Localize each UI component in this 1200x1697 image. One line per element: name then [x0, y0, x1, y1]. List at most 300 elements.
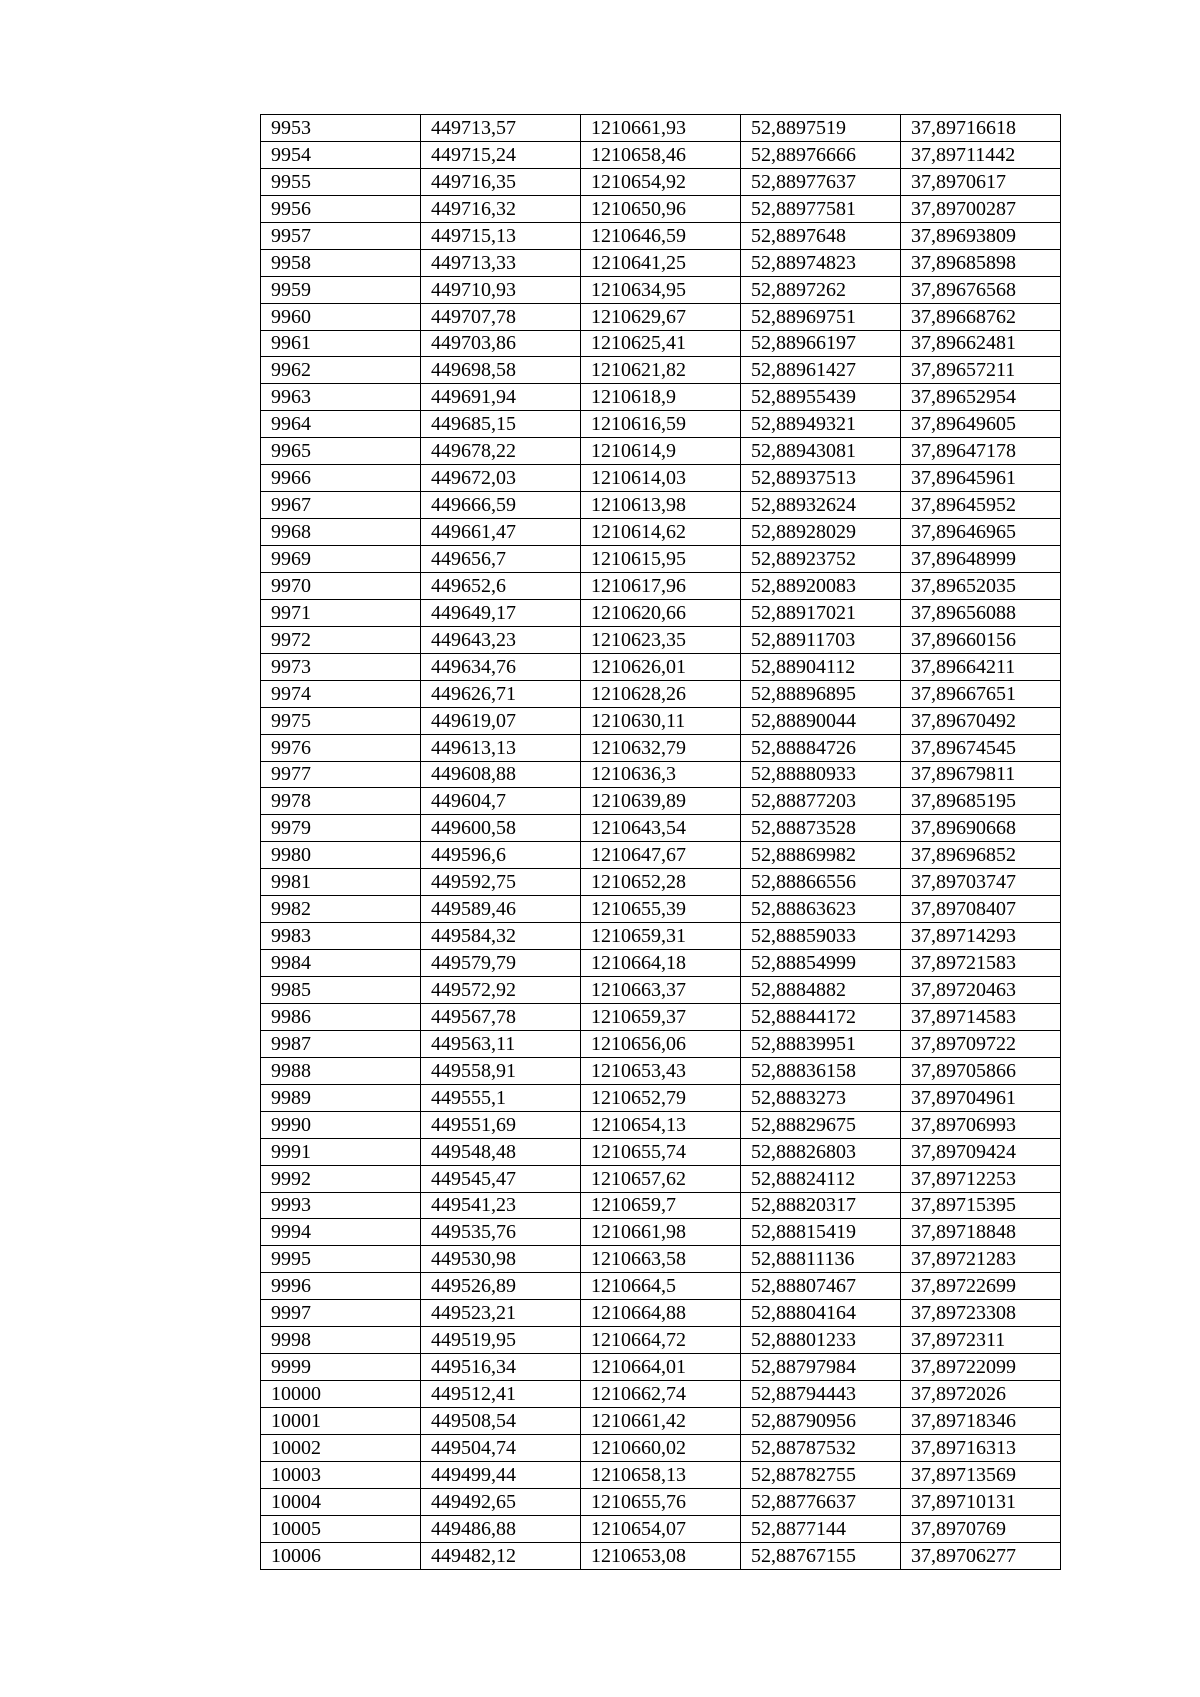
latitude-cell: 52,88890044 [741, 707, 901, 734]
y-coordinate-cell: 1210655,76 [581, 1488, 741, 1515]
latitude-cell: 52,88873528 [741, 815, 901, 842]
latitude-cell: 52,88943081 [741, 438, 901, 465]
table-row [261, 1408, 1061, 1435]
point-number-cell: 9989 [261, 1084, 421, 1111]
point-number-cell: 9990 [261, 1111, 421, 1138]
longitude-cell: 37,89670492 [901, 707, 1061, 734]
x-coordinate-cell: 449558,91 [421, 1057, 581, 1084]
x-coordinate-cell: 449710,93 [421, 276, 581, 303]
table-row [261, 680, 1061, 707]
latitude-cell: 52,88811136 [741, 1246, 901, 1273]
y-coordinate-cell: 1210614,9 [581, 438, 741, 465]
latitude-cell: 52,88804164 [741, 1300, 901, 1327]
longitude-cell: 37,89721283 [901, 1246, 1061, 1273]
latitude-cell: 52,88961427 [741, 357, 901, 384]
longitude-cell: 37,89718848 [901, 1219, 1061, 1246]
latitude-cell: 52,88767155 [741, 1542, 901, 1569]
longitude-cell: 37,89713569 [901, 1461, 1061, 1488]
longitude-cell: 37,8970617 [901, 168, 1061, 195]
point-number-cell: 9959 [261, 276, 421, 303]
point-number-cell: 9995 [261, 1246, 421, 1273]
longitude-cell: 37,89705866 [901, 1057, 1061, 1084]
latitude-cell: 52,88790956 [741, 1408, 901, 1435]
table-row [261, 950, 1061, 977]
latitude-cell: 52,88977581 [741, 195, 901, 222]
x-coordinate-cell: 449530,98 [421, 1246, 581, 1273]
point-number-cell: 9992 [261, 1165, 421, 1192]
x-coordinate-cell: 449579,79 [421, 950, 581, 977]
y-coordinate-cell: 1210655,74 [581, 1138, 741, 1165]
point-number-cell: 9983 [261, 923, 421, 950]
point-number-cell: 10004 [261, 1488, 421, 1515]
x-coordinate-cell: 449523,21 [421, 1300, 581, 1327]
y-coordinate-cell: 1210658,46 [581, 141, 741, 168]
table-row [261, 1165, 1061, 1192]
x-coordinate-cell: 449535,76 [421, 1219, 581, 1246]
point-number-cell: 9953 [261, 115, 421, 142]
point-number-cell: 9973 [261, 653, 421, 680]
x-coordinate-cell: 449619,07 [421, 707, 581, 734]
latitude-cell: 52,88824112 [741, 1165, 901, 1192]
table-row [261, 1461, 1061, 1488]
y-coordinate-cell: 1210661,98 [581, 1219, 741, 1246]
point-number-cell: 9979 [261, 815, 421, 842]
x-coordinate-cell: 449555,1 [421, 1084, 581, 1111]
longitude-cell: 37,8970769 [901, 1515, 1061, 1542]
x-coordinate-cell: 449678,22 [421, 438, 581, 465]
table-row [261, 1515, 1061, 1542]
longitude-cell: 37,89656088 [901, 599, 1061, 626]
longitude-cell: 37,89722099 [901, 1354, 1061, 1381]
point-number-cell: 9966 [261, 465, 421, 492]
y-coordinate-cell: 1210652,79 [581, 1084, 741, 1111]
longitude-cell: 37,89696852 [901, 842, 1061, 869]
table-row [261, 761, 1061, 788]
table-row [261, 1111, 1061, 1138]
latitude-cell: 52,88807467 [741, 1273, 901, 1300]
y-coordinate-cell: 1210643,54 [581, 815, 741, 842]
y-coordinate-cell: 1210650,96 [581, 195, 741, 222]
latitude-cell: 52,8897519 [741, 115, 901, 142]
y-coordinate-cell: 1210630,11 [581, 707, 741, 734]
y-coordinate-cell: 1210652,28 [581, 869, 741, 896]
point-number-cell: 9994 [261, 1219, 421, 1246]
y-coordinate-cell: 1210625,41 [581, 330, 741, 357]
x-coordinate-cell: 449492,65 [421, 1488, 581, 1515]
table-row [261, 977, 1061, 1004]
latitude-cell: 52,88782755 [741, 1461, 901, 1488]
table-row [261, 115, 1061, 142]
y-coordinate-cell: 1210653,43 [581, 1057, 741, 1084]
table-row [261, 411, 1061, 438]
longitude-cell: 37,89706277 [901, 1542, 1061, 1569]
point-number-cell: 9991 [261, 1138, 421, 1165]
x-coordinate-cell: 449661,47 [421, 519, 581, 546]
table-row [261, 249, 1061, 276]
table-row [261, 168, 1061, 195]
y-coordinate-cell: 1210639,89 [581, 788, 741, 815]
point-number-cell: 9971 [261, 599, 421, 626]
latitude-cell: 52,88801233 [741, 1327, 901, 1354]
x-coordinate-cell: 449613,13 [421, 734, 581, 761]
y-coordinate-cell: 1210634,95 [581, 276, 741, 303]
point-number-cell: 9980 [261, 842, 421, 869]
latitude-cell: 52,88920083 [741, 572, 901, 599]
table-row [261, 546, 1061, 573]
coordinates-table-body [261, 115, 1061, 1570]
y-coordinate-cell: 1210626,01 [581, 653, 741, 680]
y-coordinate-cell: 1210617,96 [581, 572, 741, 599]
coordinates-table [260, 114, 1061, 1570]
x-coordinate-cell: 449634,76 [421, 653, 581, 680]
x-coordinate-cell: 449656,7 [421, 546, 581, 573]
y-coordinate-cell: 1210655,39 [581, 896, 741, 923]
x-coordinate-cell: 449592,75 [421, 869, 581, 896]
point-number-cell: 9977 [261, 761, 421, 788]
latitude-cell: 52,88911703 [741, 626, 901, 653]
table-row [261, 1354, 1061, 1381]
latitude-cell: 52,8897262 [741, 276, 901, 303]
longitude-cell: 37,89664211 [901, 653, 1061, 680]
latitude-cell: 52,88820317 [741, 1192, 901, 1219]
x-coordinate-cell: 449716,35 [421, 168, 581, 195]
point-number-cell: 9967 [261, 492, 421, 519]
x-coordinate-cell: 449600,58 [421, 815, 581, 842]
longitude-cell: 37,89649605 [901, 411, 1061, 438]
longitude-cell: 37,89721583 [901, 950, 1061, 977]
longitude-cell: 37,8972311 [901, 1327, 1061, 1354]
longitude-cell: 37,89715395 [901, 1192, 1061, 1219]
point-number-cell: 9974 [261, 680, 421, 707]
y-coordinate-cell: 1210661,93 [581, 115, 741, 142]
point-number-cell: 9985 [261, 977, 421, 1004]
point-number-cell: 10001 [261, 1408, 421, 1435]
y-coordinate-cell: 1210632,79 [581, 734, 741, 761]
y-coordinate-cell: 1210613,98 [581, 492, 741, 519]
table-row [261, 1246, 1061, 1273]
longitude-cell: 37,89709722 [901, 1030, 1061, 1057]
table-row [261, 1192, 1061, 1219]
y-coordinate-cell: 1210659,37 [581, 1003, 741, 1030]
x-coordinate-cell: 449504,74 [421, 1434, 581, 1461]
latitude-cell: 52,88977637 [741, 168, 901, 195]
y-coordinate-cell: 1210663,58 [581, 1246, 741, 1273]
y-coordinate-cell: 1210663,37 [581, 977, 741, 1004]
point-number-cell: 9976 [261, 734, 421, 761]
latitude-cell: 52,88955439 [741, 384, 901, 411]
latitude-cell: 52,88969751 [741, 303, 901, 330]
y-coordinate-cell: 1210620,66 [581, 599, 741, 626]
y-coordinate-cell: 1210659,31 [581, 923, 741, 950]
longitude-cell: 37,89668762 [901, 303, 1061, 330]
latitude-cell: 52,88869982 [741, 842, 901, 869]
latitude-cell: 52,88826803 [741, 1138, 901, 1165]
latitude-cell: 52,88966197 [741, 330, 901, 357]
table-row [261, 1434, 1061, 1461]
x-coordinate-cell: 449691,94 [421, 384, 581, 411]
y-coordinate-cell: 1210614,62 [581, 519, 741, 546]
table-row [261, 1057, 1061, 1084]
point-number-cell: 9954 [261, 141, 421, 168]
y-coordinate-cell: 1210623,35 [581, 626, 741, 653]
x-coordinate-cell: 449716,32 [421, 195, 581, 222]
point-number-cell: 9999 [261, 1354, 421, 1381]
x-coordinate-cell: 449713,57 [421, 115, 581, 142]
point-number-cell: 9981 [261, 869, 421, 896]
longitude-cell: 37,89660156 [901, 626, 1061, 653]
y-coordinate-cell: 1210659,7 [581, 1192, 741, 1219]
latitude-cell: 52,8884882 [741, 977, 901, 1004]
table-row [261, 195, 1061, 222]
table-row [261, 788, 1061, 815]
y-coordinate-cell: 1210654,07 [581, 1515, 741, 1542]
longitude-cell: 37,89674545 [901, 734, 1061, 761]
point-number-cell: 9969 [261, 546, 421, 573]
x-coordinate-cell: 449698,58 [421, 357, 581, 384]
longitude-cell: 37,89722699 [901, 1273, 1061, 1300]
longitude-cell: 37,89685898 [901, 249, 1061, 276]
longitude-cell: 37,89647178 [901, 438, 1061, 465]
table-row [261, 1003, 1061, 1030]
latitude-cell: 52,8877144 [741, 1515, 901, 1542]
y-coordinate-cell: 1210654,92 [581, 168, 741, 195]
x-coordinate-cell: 449572,92 [421, 977, 581, 1004]
y-coordinate-cell: 1210646,59 [581, 222, 741, 249]
point-number-cell: 9964 [261, 411, 421, 438]
table-row [261, 492, 1061, 519]
table-row [261, 1542, 1061, 1569]
longitude-cell: 37,89714293 [901, 923, 1061, 950]
table-row [261, 896, 1061, 923]
latitude-cell: 52,88976666 [741, 141, 901, 168]
longitude-cell: 37,89703747 [901, 869, 1061, 896]
table-row [261, 519, 1061, 546]
point-number-cell: 9960 [261, 303, 421, 330]
longitude-cell: 37,89700287 [901, 195, 1061, 222]
longitude-cell: 37,89710131 [901, 1488, 1061, 1515]
x-coordinate-cell: 449685,15 [421, 411, 581, 438]
x-coordinate-cell: 449551,69 [421, 1111, 581, 1138]
x-coordinate-cell: 449604,7 [421, 788, 581, 815]
point-number-cell: 9965 [261, 438, 421, 465]
latitude-cell: 52,88797984 [741, 1354, 901, 1381]
latitude-cell: 52,88904112 [741, 653, 901, 680]
table-row [261, 1300, 1061, 1327]
point-number-cell: 9957 [261, 222, 421, 249]
latitude-cell: 52,88949321 [741, 411, 901, 438]
longitude-cell: 37,89716313 [901, 1434, 1061, 1461]
point-number-cell: 9962 [261, 357, 421, 384]
latitude-cell: 52,88896895 [741, 680, 901, 707]
longitude-cell: 37,89714583 [901, 1003, 1061, 1030]
x-coordinate-cell: 449516,34 [421, 1354, 581, 1381]
table-row [261, 465, 1061, 492]
x-coordinate-cell: 449672,03 [421, 465, 581, 492]
x-coordinate-cell: 449707,78 [421, 303, 581, 330]
longitude-cell: 37,89704961 [901, 1084, 1061, 1111]
y-coordinate-cell: 1210664,5 [581, 1273, 741, 1300]
latitude-cell: 52,8883273 [741, 1084, 901, 1111]
longitude-cell: 37,89720463 [901, 977, 1061, 1004]
x-coordinate-cell: 449666,59 [421, 492, 581, 519]
point-number-cell: 9955 [261, 168, 421, 195]
table-row [261, 1273, 1061, 1300]
y-coordinate-cell: 1210654,13 [581, 1111, 741, 1138]
table-row [261, 141, 1061, 168]
latitude-cell: 52,88794443 [741, 1381, 901, 1408]
x-coordinate-cell: 449499,44 [421, 1461, 581, 1488]
longitude-cell: 37,89662481 [901, 330, 1061, 357]
table-row [261, 357, 1061, 384]
longitude-cell: 37,89708407 [901, 896, 1061, 923]
point-number-cell: 9993 [261, 1192, 421, 1219]
longitude-cell: 37,89712253 [901, 1165, 1061, 1192]
longitude-cell: 37,8972026 [901, 1381, 1061, 1408]
point-number-cell: 10006 [261, 1542, 421, 1569]
x-coordinate-cell: 449596,6 [421, 842, 581, 869]
latitude-cell: 52,88776637 [741, 1488, 901, 1515]
y-coordinate-cell: 1210653,08 [581, 1542, 741, 1569]
y-coordinate-cell: 1210618,9 [581, 384, 741, 411]
latitude-cell: 52,88932624 [741, 492, 901, 519]
latitude-cell: 52,88829675 [741, 1111, 901, 1138]
point-number-cell: 9998 [261, 1327, 421, 1354]
longitude-cell: 37,89706993 [901, 1111, 1061, 1138]
point-number-cell: 9988 [261, 1057, 421, 1084]
x-coordinate-cell: 449584,32 [421, 923, 581, 950]
longitude-cell: 37,89711442 [901, 141, 1061, 168]
table-row [261, 707, 1061, 734]
y-coordinate-cell: 1210614,03 [581, 465, 741, 492]
point-number-cell: 9987 [261, 1030, 421, 1057]
point-number-cell: 9975 [261, 707, 421, 734]
y-coordinate-cell: 1210658,13 [581, 1461, 741, 1488]
table-row [261, 815, 1061, 842]
table-row [261, 1488, 1061, 1515]
x-coordinate-cell: 449713,33 [421, 249, 581, 276]
table-row [261, 438, 1061, 465]
table-row [261, 1084, 1061, 1111]
x-coordinate-cell: 449508,54 [421, 1408, 581, 1435]
table-row [261, 303, 1061, 330]
y-coordinate-cell: 1210615,95 [581, 546, 741, 573]
longitude-cell: 37,89723308 [901, 1300, 1061, 1327]
y-coordinate-cell: 1210662,74 [581, 1381, 741, 1408]
point-number-cell: 9970 [261, 572, 421, 599]
y-coordinate-cell: 1210664,01 [581, 1354, 741, 1381]
x-coordinate-cell: 449526,89 [421, 1273, 581, 1300]
latitude-cell: 52,88917021 [741, 599, 901, 626]
y-coordinate-cell: 1210664,72 [581, 1327, 741, 1354]
longitude-cell: 37,89718346 [901, 1408, 1061, 1435]
y-coordinate-cell: 1210641,25 [581, 249, 741, 276]
y-coordinate-cell: 1210629,67 [581, 303, 741, 330]
latitude-cell: 52,88974823 [741, 249, 901, 276]
longitude-cell: 37,89657211 [901, 357, 1061, 384]
longitude-cell: 37,89652035 [901, 572, 1061, 599]
longitude-cell: 37,89667651 [901, 680, 1061, 707]
table-row [261, 1327, 1061, 1354]
x-coordinate-cell: 449608,88 [421, 761, 581, 788]
longitude-cell: 37,89716618 [901, 115, 1061, 142]
longitude-cell: 37,89652954 [901, 384, 1061, 411]
longitude-cell: 37,89690668 [901, 815, 1061, 842]
y-coordinate-cell: 1210664,18 [581, 950, 741, 977]
table-row [261, 653, 1061, 680]
latitude-cell: 52,88844172 [741, 1003, 901, 1030]
table-row [261, 734, 1061, 761]
point-number-cell: 9958 [261, 249, 421, 276]
y-coordinate-cell: 1210621,82 [581, 357, 741, 384]
longitude-cell: 37,89693809 [901, 222, 1061, 249]
y-coordinate-cell: 1210664,88 [581, 1300, 741, 1327]
x-coordinate-cell: 449563,11 [421, 1030, 581, 1057]
latitude-cell: 52,88923752 [741, 546, 901, 573]
table-row [261, 1138, 1061, 1165]
latitude-cell: 52,88815419 [741, 1219, 901, 1246]
longitude-cell: 37,89645961 [901, 465, 1061, 492]
latitude-cell: 52,88854999 [741, 950, 901, 977]
x-coordinate-cell: 449643,23 [421, 626, 581, 653]
point-number-cell: 9961 [261, 330, 421, 357]
point-number-cell: 9996 [261, 1273, 421, 1300]
point-number-cell: 9982 [261, 896, 421, 923]
y-coordinate-cell: 1210616,59 [581, 411, 741, 438]
longitude-cell: 37,89685195 [901, 788, 1061, 815]
table-row [261, 626, 1061, 653]
x-coordinate-cell: 449512,41 [421, 1381, 581, 1408]
y-coordinate-cell: 1210628,26 [581, 680, 741, 707]
latitude-cell: 52,8897648 [741, 222, 901, 249]
x-coordinate-cell: 449541,23 [421, 1192, 581, 1219]
x-coordinate-cell: 449545,47 [421, 1165, 581, 1192]
table-row [261, 1219, 1061, 1246]
latitude-cell: 52,88859033 [741, 923, 901, 950]
point-number-cell: 10002 [261, 1434, 421, 1461]
longitude-cell: 37,89676568 [901, 276, 1061, 303]
latitude-cell: 52,88839951 [741, 1030, 901, 1057]
table-row [261, 869, 1061, 896]
x-coordinate-cell: 449519,95 [421, 1327, 581, 1354]
latitude-cell: 52,88884726 [741, 734, 901, 761]
point-number-cell: 9986 [261, 1003, 421, 1030]
point-number-cell: 9978 [261, 788, 421, 815]
x-coordinate-cell: 449548,48 [421, 1138, 581, 1165]
table-row [261, 1381, 1061, 1408]
longitude-cell: 37,89709424 [901, 1138, 1061, 1165]
latitude-cell: 52,88866556 [741, 869, 901, 896]
point-number-cell: 9984 [261, 950, 421, 977]
table-row [261, 923, 1061, 950]
longitude-cell: 37,89646965 [901, 519, 1061, 546]
y-coordinate-cell: 1210636,3 [581, 761, 741, 788]
point-number-cell: 10003 [261, 1461, 421, 1488]
x-coordinate-cell: 449482,12 [421, 1542, 581, 1569]
y-coordinate-cell: 1210661,42 [581, 1408, 741, 1435]
x-coordinate-cell: 449649,17 [421, 599, 581, 626]
x-coordinate-cell: 449652,6 [421, 572, 581, 599]
y-coordinate-cell: 1210647,67 [581, 842, 741, 869]
table-row [261, 330, 1061, 357]
x-coordinate-cell: 449703,86 [421, 330, 581, 357]
latitude-cell: 52,88863623 [741, 896, 901, 923]
x-coordinate-cell: 449589,46 [421, 896, 581, 923]
x-coordinate-cell: 449567,78 [421, 1003, 581, 1030]
latitude-cell: 52,88787532 [741, 1434, 901, 1461]
table-row [261, 384, 1061, 411]
point-number-cell: 9972 [261, 626, 421, 653]
latitude-cell: 52,88928029 [741, 519, 901, 546]
